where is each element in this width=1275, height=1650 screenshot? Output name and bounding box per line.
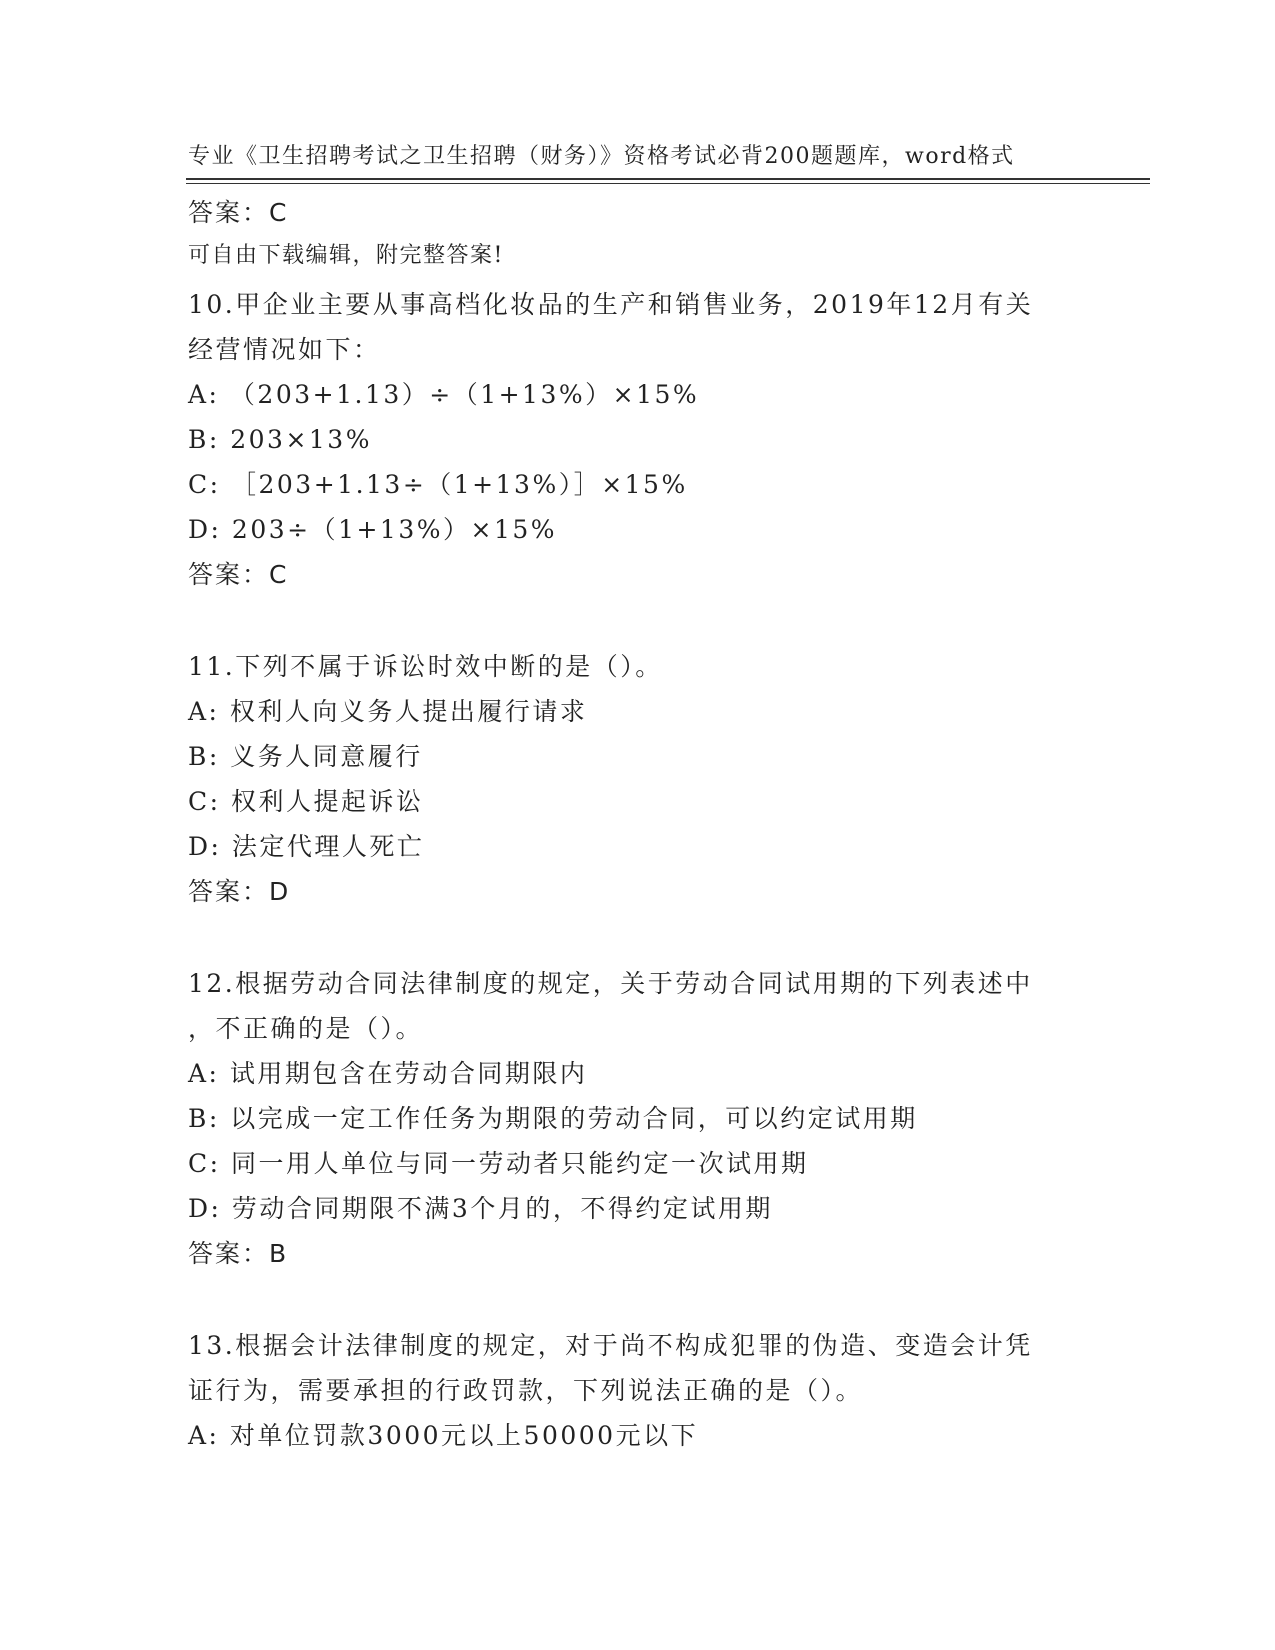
answer: 答案：B	[188, 1239, 289, 1268]
option-a: A: 试用期包含在劳动合同期限内	[188, 1059, 588, 1088]
gap	[188, 1276, 1088, 1323]
option-a: A: 权利人向义务人提出履行请求	[188, 697, 588, 726]
question-list	[188, 190, 1088, 1458]
question-11	[188, 644, 1088, 914]
header-rule-thin	[186, 183, 1150, 184]
header-line-2: 可自由下载编辑，附完整答案!	[188, 243, 504, 268]
question-stem-line: 经营情况如下：	[188, 335, 381, 364]
option-c: C: 权利人提起诉讼	[188, 787, 424, 816]
gap	[188, 597, 1088, 644]
option-a: A: （203+1.13）÷（1+13%）×15%	[188, 380, 700, 409]
option-c: C: ［203+1.13÷（1+13%）］×15%	[188, 470, 688, 499]
header-line-1: 专业《卫生招聘考试之卫生招聘（财务）》资格考试必背200题题库，word格式	[188, 144, 1015, 169]
option-b: B: 义务人同意履行	[188, 742, 423, 771]
question-stem-line: 12.根据劳动合同法律制度的规定，关于劳动合同试用期的下列表述中	[188, 969, 1033, 998]
gap	[188, 914, 1088, 961]
question-10	[188, 282, 1088, 597]
option-d: D: 203÷（1+13%）×15%	[188, 515, 558, 544]
header-rule-thick	[186, 178, 1150, 180]
option-d: D: 劳动合同期限不满3个月的，不得约定试用期	[188, 1194, 773, 1223]
question-stem-line: ，不正确的是（）。	[188, 1014, 424, 1043]
option-b: B: 以完成一定工作任务为期限的劳动合同，可以约定试用期	[188, 1104, 918, 1133]
answer: 答案：C	[188, 560, 289, 589]
option-a: A: 对单位罚款3000元以上50000元以下	[188, 1421, 699, 1450]
question-12	[188, 961, 1088, 1276]
gap	[188, 235, 1088, 282]
question-stem-line: 11.下列不属于诉讼时效中断的是（）。	[188, 652, 663, 681]
question-13	[188, 1323, 1088, 1458]
option-d: D: 法定代理人死亡	[188, 832, 425, 861]
question-stem-line: 证行为，需要承担的行政罚款，下列说法正确的是（）。	[188, 1376, 864, 1405]
question-stem-line: 13.根据会计法律制度的规定，对于尚不构成犯罪的伪造、变造会计凭	[188, 1331, 1033, 1360]
previous-answer: 答案：C	[188, 198, 289, 227]
option-c: C: 同一用人单位与同一劳动者只能约定一次试用期	[188, 1149, 809, 1178]
question-stem-line: 10.甲企业主要从事高档化妆品的生产和销售业务，2019年12月有关	[188, 290, 1034, 319]
option-b: B: 203×13%	[188, 425, 372, 454]
answer: 答案：D	[188, 877, 291, 906]
